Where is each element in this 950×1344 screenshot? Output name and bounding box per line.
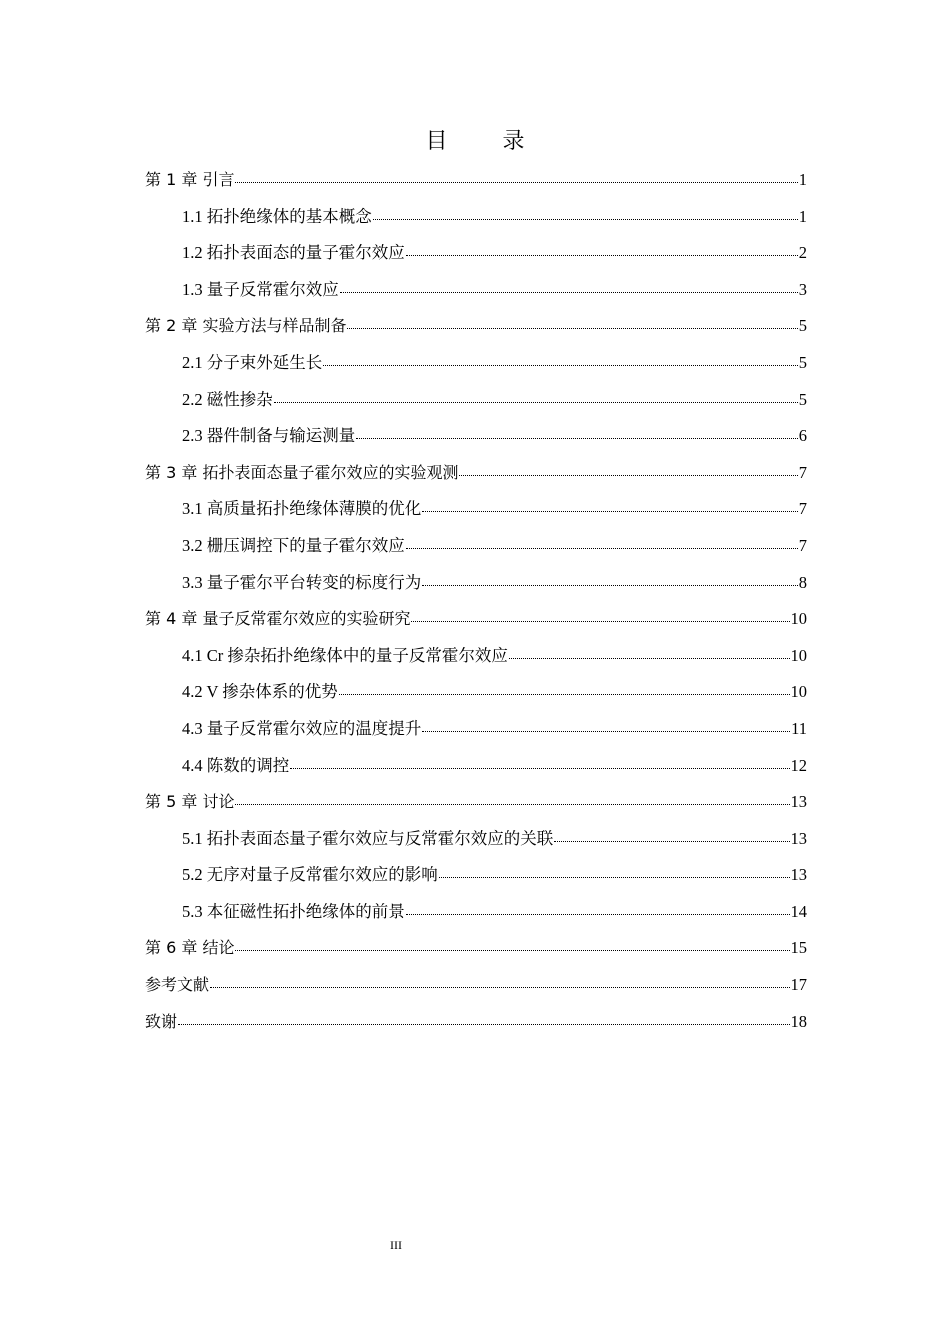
dot-leader bbox=[339, 693, 790, 695]
toc-entry-label: 2.1 分子束外延生长 bbox=[182, 352, 323, 372]
toc-entry-label: 致谢 bbox=[145, 1011, 178, 1031]
toc-entry-label: 3.2 栅压调控下的量子霍尔效应 bbox=[182, 535, 405, 555]
toc-entry-page: 3 bbox=[798, 279, 807, 299]
toc-entry[interactable] bbox=[145, 199, 807, 236]
toc-entry-page: 8 bbox=[798, 572, 807, 592]
dot-leader bbox=[406, 547, 798, 549]
dot-leader bbox=[422, 584, 798, 586]
toc-entry-page: 5 bbox=[798, 316, 807, 336]
toc-entry[interactable] bbox=[145, 638, 807, 675]
toc-entry-page: 1 bbox=[798, 206, 807, 226]
toc-entry[interactable] bbox=[145, 455, 807, 492]
toc-entry-page: 13 bbox=[790, 865, 807, 885]
toc-entry-label: 2.2 磁性掺杂 bbox=[182, 389, 273, 409]
toc-entry[interactable] bbox=[145, 967, 807, 1004]
toc-entry-page: 6 bbox=[798, 426, 807, 446]
dot-leader bbox=[406, 254, 798, 256]
toc-entry[interactable] bbox=[145, 491, 807, 528]
toc-entry-page: 1 bbox=[798, 170, 807, 189]
toc-entry[interactable] bbox=[145, 748, 807, 785]
toc-entry-page: 12 bbox=[790, 755, 807, 775]
toc-entry[interactable] bbox=[145, 382, 807, 419]
toc-entry-page: 18 bbox=[790, 1011, 807, 1031]
toc-entry-page: 10 bbox=[790, 682, 807, 702]
toc-entry-page: 14 bbox=[790, 901, 807, 921]
toc-entry[interactable] bbox=[145, 1004, 807, 1041]
toc-entry-label: 第 4 章 量子反常霍尔效应的实验研究 bbox=[145, 609, 411, 629]
toc-entry-label: 1.2 拓扑表面态的量子霍尔效应 bbox=[182, 243, 405, 263]
toc-entry-page: 10 bbox=[790, 609, 807, 629]
toc-entry-page: 5 bbox=[798, 352, 807, 372]
toc-entry-page: 2 bbox=[798, 243, 807, 263]
toc-entry-label: 4.2 V 掺杂体系的优势 bbox=[182, 682, 338, 702]
toc-entry-page: 13 bbox=[790, 792, 807, 812]
toc-entry-label: 1.3 量子反常霍尔效应 bbox=[182, 279, 339, 299]
toc-entry-label: 参考文献 bbox=[145, 975, 210, 995]
dot-leader bbox=[373, 218, 798, 220]
toc-entry-label: 3.3 量子霍尔平台转变的标度行为 bbox=[182, 572, 422, 592]
toc-entry-page: 17 bbox=[790, 975, 807, 995]
toc-entry[interactable] bbox=[145, 784, 807, 821]
toc-entry[interactable] bbox=[145, 418, 807, 455]
dot-leader bbox=[509, 657, 790, 659]
page-title: 目 录 bbox=[425, 129, 549, 154]
toc-entry-page: 11 bbox=[791, 718, 807, 738]
toc-entry[interactable] bbox=[145, 857, 807, 894]
dot-leader bbox=[323, 364, 798, 366]
dot-leader bbox=[347, 327, 797, 329]
dot-leader bbox=[274, 401, 798, 403]
toc-entry-label: 4.4 陈数的调控 bbox=[182, 755, 290, 775]
toc-entry[interactable] bbox=[145, 235, 807, 272]
toc-entry[interactable] bbox=[145, 601, 807, 638]
toc-list bbox=[145, 162, 807, 1040]
toc-entry-page: 13 bbox=[790, 828, 807, 848]
toc-entry-page: 7 bbox=[798, 535, 807, 555]
toc-entry-label: 第 2 章 实验方法与样品制备 bbox=[145, 316, 347, 336]
toc-entry[interactable] bbox=[145, 821, 807, 858]
dot-leader bbox=[356, 437, 798, 439]
dot-leader bbox=[554, 840, 789, 842]
toc-entry[interactable] bbox=[145, 565, 807, 602]
dot-leader bbox=[422, 510, 798, 512]
page-number-footer: III bbox=[390, 1238, 402, 1252]
toc-entry[interactable] bbox=[145, 894, 807, 931]
dot-leader bbox=[439, 876, 790, 878]
toc-entry-page: 15 bbox=[790, 938, 807, 958]
toc-entry-label: 5.2 无序对量子反常霍尔效应的影响 bbox=[182, 865, 438, 885]
toc-entry-label: 4.1 Cr 掺杂拓扑绝缘体中的量子反常霍尔效应 bbox=[182, 645, 508, 665]
toc-entry[interactable] bbox=[145, 711, 807, 748]
dot-leader bbox=[178, 1023, 789, 1025]
dot-leader bbox=[406, 913, 790, 915]
dot-leader bbox=[422, 730, 790, 732]
toc-entry-label: 3.1 高质量拓扑绝缘体薄膜的优化 bbox=[182, 499, 422, 519]
toc-entry-page: 7 bbox=[798, 462, 807, 482]
toc-entry-label: 第 6 章 结论 bbox=[145, 938, 235, 958]
dot-leader bbox=[340, 291, 798, 293]
toc-entry[interactable] bbox=[145, 272, 807, 309]
dot-leader bbox=[235, 803, 789, 805]
toc-entry[interactable] bbox=[145, 162, 807, 199]
dot-leader bbox=[290, 767, 789, 769]
toc-entry-page: 7 bbox=[798, 499, 807, 519]
dot-leader bbox=[235, 949, 789, 951]
toc-entry-label: 5.1 拓扑表面态量子霍尔效应与反常霍尔效应的关联 bbox=[182, 828, 554, 848]
dot-leader bbox=[459, 474, 797, 476]
dot-leader bbox=[235, 181, 797, 183]
toc-entry-label: 1.1 拓扑绝缘体的基本概念 bbox=[182, 206, 372, 226]
toc-entry-label: 5.3 本征磁性拓扑绝缘体的前景 bbox=[182, 901, 405, 921]
toc-entry-page: 5 bbox=[798, 389, 807, 409]
toc-entry-label: 第 5 章 讨论 bbox=[145, 792, 235, 812]
toc-entry-label: 2.3 器件制备与输运测量 bbox=[182, 426, 356, 446]
toc-entry[interactable] bbox=[145, 930, 807, 967]
toc-entry-page: 10 bbox=[790, 645, 807, 665]
toc-entry-label: 4.3 量子反常霍尔效应的温度提升 bbox=[182, 718, 422, 738]
dot-leader bbox=[210, 986, 789, 988]
toc-entry[interactable] bbox=[145, 674, 807, 711]
dot-leader bbox=[411, 620, 789, 622]
toc-entry-label: 第 1 章 引言 bbox=[145, 170, 235, 189]
toc-entry[interactable] bbox=[145, 528, 807, 565]
toc-entry[interactable] bbox=[145, 345, 807, 382]
toc-entry[interactable] bbox=[145, 308, 807, 345]
toc-entry-label: 第 3 章 拓扑表面态量子霍尔效应的实验观测 bbox=[145, 462, 459, 482]
